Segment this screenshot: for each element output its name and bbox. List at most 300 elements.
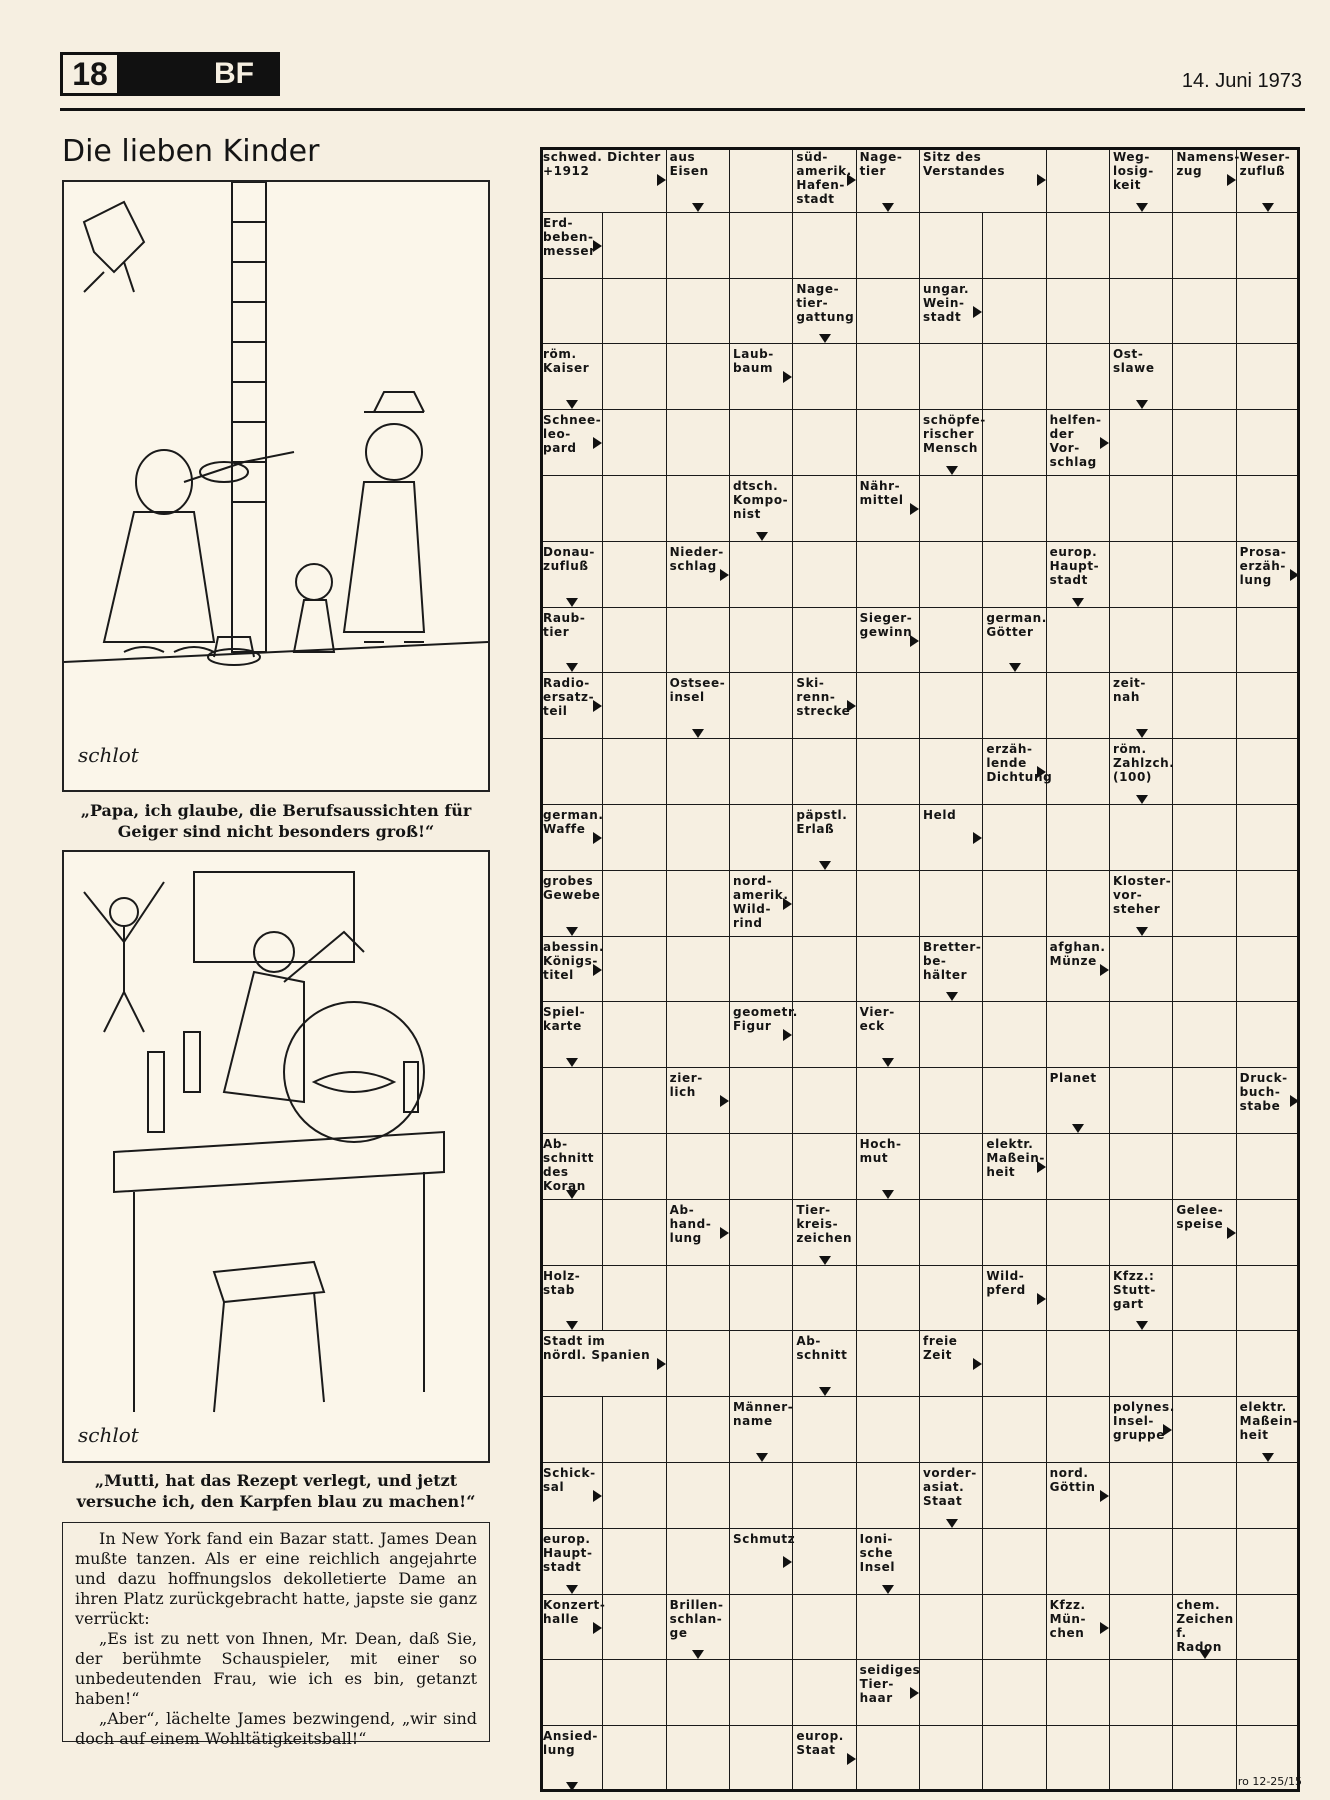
crossword-cell[interactable] [1047, 1200, 1110, 1266]
crossword-cell[interactable] [793, 1660, 856, 1726]
crossword-code: ro 12-25/15 [1237, 1775, 1302, 1788]
cartoon1-caption: „Papa, ich glaube, die Berufsaussichten für Geiger sind nicht besonders groß!“ [80, 801, 472, 841]
clue-arrow-icon [593, 1622, 602, 1634]
crossword-clue: chem. Zeichen f. Radon [1173, 1595, 1236, 1661]
crossword-cell[interactable] [667, 871, 730, 937]
crossword-cell[interactable] [603, 1529, 666, 1595]
crossword-clue: Ab- hand- lung [667, 1200, 730, 1266]
crossword-cell[interactable] [667, 1726, 730, 1792]
crossword-cell[interactable] [857, 542, 920, 608]
crossword-cell[interactable] [793, 344, 856, 410]
crossword-cell[interactable] [1173, 608, 1236, 674]
crossword-cell[interactable] [1047, 1397, 1110, 1463]
crossword-cell[interactable] [667, 279, 730, 345]
crossword-cell[interactable] [730, 1200, 793, 1266]
crossword-cell[interactable] [1047, 608, 1110, 674]
crossword-cell[interactable] [920, 1397, 983, 1463]
crossword-cell[interactable] [857, 1463, 920, 1529]
crossword-cell[interactable] [983, 344, 1046, 410]
clue-arrow-icon [720, 1095, 729, 1107]
crossword-cell[interactable] [730, 1463, 793, 1529]
crossword-clue: nord- amerik. Wild- rind [730, 871, 793, 937]
crossword-cell[interactable] [983, 1660, 1046, 1726]
crossword-cell[interactable] [667, 213, 730, 279]
crossword-clue: Namens- zug [1173, 147, 1236, 213]
crossword-cell[interactable] [1110, 542, 1173, 608]
crossword-cell[interactable] [1047, 1134, 1110, 1200]
crossword-cell[interactable] [603, 673, 666, 739]
crossword-cell[interactable] [1237, 476, 1300, 542]
crossword-cell[interactable] [1173, 410, 1236, 476]
crossword-cell[interactable] [603, 1463, 666, 1529]
anecdote-paragraph: „Aber“, lächelte James bezwingend, „wir sind doch auf einem Wohltätigkeitsball!“ [75, 1709, 477, 1748]
clue-arrow-icon [1037, 1161, 1046, 1173]
crossword-cell[interactable] [1047, 1529, 1110, 1595]
crossword-cell[interactable] [603, 805, 666, 871]
crossword-cell[interactable] [540, 476, 603, 542]
crossword-cell[interactable] [857, 1726, 920, 1792]
crossword-cell[interactable] [1110, 1200, 1173, 1266]
crossword-cell[interactable] [730, 213, 793, 279]
crossword-cell[interactable] [1237, 608, 1300, 674]
crossword-cell[interactable] [667, 1397, 730, 1463]
crossword-clue: Kfzz.: Stutt- gart [1110, 1266, 1173, 1332]
crossword-cell[interactable] [1047, 1002, 1110, 1068]
crossword-clue: Druck- buch- stabe [1237, 1068, 1300, 1134]
crossword-clue: german. Götter [983, 608, 1046, 674]
crossword-cell[interactable] [983, 1726, 1046, 1792]
crossword-cell[interactable] [603, 410, 666, 476]
crossword-cell[interactable] [1173, 739, 1236, 805]
clue-arrow-icon [1136, 203, 1148, 212]
crossword-cell[interactable] [857, 1595, 920, 1661]
crossword-cell[interactable] [1173, 1134, 1236, 1200]
crossword-cell[interactable] [857, 871, 920, 937]
crossword-clue: elektr. Maßein- heit [1237, 1397, 1300, 1463]
crossword-cell[interactable] [603, 739, 666, 805]
clue-arrow-icon [1100, 1622, 1109, 1634]
crossword-cell[interactable] [1173, 213, 1236, 279]
crossword-cell[interactable] [1173, 1660, 1236, 1726]
crossword-cell[interactable] [793, 1463, 856, 1529]
crossword-cell[interactable] [983, 871, 1046, 937]
crossword-cell[interactable] [793, 608, 856, 674]
crossword-cell[interactable] [1237, 344, 1300, 410]
crossword-cell[interactable] [1110, 1660, 1173, 1726]
crossword-cell[interactable] [1110, 608, 1173, 674]
crossword-cell[interactable] [603, 1266, 666, 1332]
crossword-clue: süd- amerik. Hafen- stadt [793, 147, 856, 213]
crossword-cell[interactable] [730, 542, 793, 608]
crossword-cell[interactable] [1237, 1529, 1300, 1595]
crossword-cell[interactable] [1237, 1002, 1300, 1068]
crossword-cell[interactable] [1173, 1266, 1236, 1332]
clue-arrow-icon [882, 203, 894, 212]
crossword-cell[interactable] [793, 1529, 856, 1595]
crossword-cell[interactable] [667, 1266, 730, 1332]
clue-arrow-icon [946, 466, 958, 475]
crossword-cell[interactable] [793, 871, 856, 937]
clue-arrow-icon [756, 1453, 768, 1462]
crossword-clue: Wild- pferd [983, 1266, 1046, 1332]
crossword-cell[interactable] [667, 739, 730, 805]
crossword-cell[interactable] [983, 213, 1046, 279]
crossword-cell[interactable] [1173, 1397, 1236, 1463]
crossword-cell[interactable] [730, 1331, 793, 1397]
crossword-cell[interactable] [1047, 1660, 1110, 1726]
crossword-cell[interactable] [1110, 1134, 1173, 1200]
crossword-cell[interactable] [857, 410, 920, 476]
anecdote-box [62, 1522, 490, 1748]
crossword-cell[interactable] [983, 1463, 1046, 1529]
crossword-clue: röm. Kaiser [540, 344, 603, 410]
crossword-cell[interactable] [1173, 344, 1236, 410]
crossword-cell[interactable] [920, 1595, 983, 1661]
crossword-cell[interactable] [1237, 805, 1300, 871]
crossword-clue: Nage- tier- gattung [793, 279, 856, 345]
crossword-cell[interactable] [1047, 1331, 1110, 1397]
crossword-cell[interactable] [1237, 739, 1300, 805]
crossword-cell[interactable] [793, 1002, 856, 1068]
crossword-cell[interactable] [540, 1660, 603, 1726]
crossword-cell[interactable] [730, 147, 793, 213]
crossword-cell[interactable] [1110, 805, 1173, 871]
crossword-cell[interactable] [603, 871, 666, 937]
crossword-cell[interactable] [920, 542, 983, 608]
crossword-cell[interactable] [920, 1529, 983, 1595]
crossword-cell[interactable] [1110, 1529, 1173, 1595]
crossword-cell[interactable] [603, 279, 666, 345]
crossword-clue: europ. Haupt- stadt [540, 1529, 603, 1595]
clue-arrow-icon [847, 1753, 856, 1765]
crossword-cell[interactable] [983, 673, 1046, 739]
crossword-cell[interactable] [540, 1068, 603, 1134]
crossword-cell[interactable] [1237, 1463, 1300, 1529]
crossword-cell[interactable] [920, 871, 983, 937]
crossword-cell[interactable] [983, 805, 1046, 871]
crossword-cell[interactable] [603, 937, 666, 1003]
crossword-cell[interactable] [1237, 937, 1300, 1003]
crossword-cell[interactable] [920, 1266, 983, 1332]
crossword-cell[interactable] [1173, 279, 1236, 345]
clue-arrow-icon [1136, 729, 1148, 738]
crossword-cell[interactable] [983, 1068, 1046, 1134]
crossword-cell[interactable] [1047, 476, 1110, 542]
clue-arrow-icon [566, 663, 578, 672]
crossword-cell[interactable] [857, 1397, 920, 1463]
crossword-cell[interactable] [920, 1134, 983, 1200]
crossword-cell[interactable] [1173, 1002, 1236, 1068]
crossword-clue: abessin. Königs- titel [540, 937, 603, 1003]
crossword-cell[interactable] [1173, 1068, 1236, 1134]
crossword-cell[interactable] [920, 608, 983, 674]
crossword-cell[interactable] [603, 1660, 666, 1726]
crossword-cell[interactable] [1173, 1331, 1236, 1397]
crossword-cell[interactable] [1173, 1463, 1236, 1529]
crossword-clue: Schick- sal [540, 1463, 603, 1529]
crossword-cell[interactable] [1237, 1331, 1300, 1397]
crossword-cell[interactable] [603, 1397, 666, 1463]
clue-arrow-icon [1009, 663, 1021, 672]
crossword-cell[interactable] [793, 476, 856, 542]
crossword-cell[interactable] [730, 608, 793, 674]
crossword-cell[interactable] [1173, 805, 1236, 871]
crossword-cell[interactable] [1173, 1726, 1236, 1792]
crossword-clue: erzäh- lende Dichtung [983, 739, 1046, 805]
crossword-cell[interactable] [1173, 871, 1236, 937]
crossword-cell[interactable] [920, 213, 983, 279]
crossword-cell[interactable] [667, 1529, 730, 1595]
crossword-cell[interactable] [1047, 344, 1110, 410]
crossword-cell[interactable] [1110, 1068, 1173, 1134]
crossword-clue: Raub- tier [540, 608, 603, 674]
crossword-cell[interactable] [983, 1331, 1046, 1397]
crossword-clue: Ab- schnitt [793, 1331, 856, 1397]
crossword-cell[interactable] [1237, 213, 1300, 279]
clue-arrow-icon [1136, 1321, 1148, 1330]
crossword-clue: röm. Zahlzch. (100) [1110, 739, 1173, 805]
crossword-cell[interactable] [983, 279, 1046, 345]
clue-arrow-icon [593, 964, 602, 976]
crossword-cell[interactable] [983, 476, 1046, 542]
crossword-cell[interactable] [667, 1463, 730, 1529]
crossword-cell[interactable] [1047, 213, 1110, 279]
crossword-cell[interactable] [1237, 673, 1300, 739]
crossword-cell[interactable] [1173, 1529, 1236, 1595]
clue-arrow-icon [1163, 1424, 1172, 1436]
crossword-cell[interactable] [1173, 476, 1236, 542]
crossword-cell[interactable] [857, 1068, 920, 1134]
crossword-cell[interactable] [920, 1068, 983, 1134]
crossword-cell[interactable] [1110, 476, 1173, 542]
crossword-cell[interactable] [793, 1397, 856, 1463]
crossword-cell[interactable] [920, 344, 983, 410]
crossword-cell[interactable] [983, 1595, 1046, 1661]
crossword-cell[interactable] [667, 410, 730, 476]
crossword-cell[interactable] [793, 1068, 856, 1134]
crossword-cell[interactable] [667, 1002, 730, 1068]
crossword-cell[interactable] [1237, 1266, 1300, 1332]
crossword-cell[interactable] [1237, 279, 1300, 345]
crossword-cell[interactable] [603, 608, 666, 674]
crossword-cell[interactable] [1110, 937, 1173, 1003]
cartoon-violinist-drawing [64, 182, 488, 790]
crossword-cell[interactable] [1110, 213, 1173, 279]
crossword-cell[interactable] [1110, 410, 1173, 476]
crossword-cell[interactable] [603, 344, 666, 410]
crossword-cell[interactable] [603, 1002, 666, 1068]
crossword-clue: Brillen- schlan- ge [667, 1595, 730, 1661]
crossword-cell[interactable] [857, 213, 920, 279]
clue-arrow-icon [1262, 203, 1274, 212]
crossword-cell[interactable] [730, 1595, 793, 1661]
crossword-cell[interactable] [793, 739, 856, 805]
clue-arrow-icon [783, 898, 792, 910]
crossword-cell[interactable] [1110, 279, 1173, 345]
crossword-cell[interactable] [793, 1266, 856, 1332]
crossword-cell[interactable] [730, 1068, 793, 1134]
crossword-cell[interactable] [603, 1726, 666, 1792]
crossword-clue: helfen- der Vor- schlag [1047, 410, 1110, 476]
crossword-cell[interactable] [793, 937, 856, 1003]
crossword-cell[interactable] [667, 1134, 730, 1200]
crossword-cell[interactable] [667, 805, 730, 871]
crossword-cell[interactable] [920, 1726, 983, 1792]
clue-arrow-icon [910, 1687, 919, 1699]
crossword-cell[interactable] [1237, 1200, 1300, 1266]
crossword-cell[interactable] [667, 476, 730, 542]
crossword-cell[interactable] [793, 542, 856, 608]
crossword-cell[interactable] [1047, 739, 1110, 805]
crossword-cell[interactable] [857, 673, 920, 739]
crossword-cell[interactable] [1047, 147, 1110, 213]
crossword-cell[interactable] [1110, 1595, 1173, 1661]
crossword-cell[interactable] [730, 1134, 793, 1200]
crossword-cell[interactable] [1047, 805, 1110, 871]
crossword-cell[interactable] [1237, 1595, 1300, 1661]
clue-arrow-icon [593, 437, 602, 449]
crossword-cell[interactable] [1173, 937, 1236, 1003]
clue-arrow-icon [819, 334, 831, 343]
crossword-cell[interactable] [793, 410, 856, 476]
clue-arrow-icon [1262, 1453, 1274, 1462]
crossword-cell[interactable] [983, 542, 1046, 608]
crossword-cell[interactable] [920, 1660, 983, 1726]
crossword-cell[interactable] [793, 1595, 856, 1661]
crossword-cell[interactable] [857, 739, 920, 805]
crossword-cell[interactable] [730, 937, 793, 1003]
clue-arrow-icon [657, 174, 666, 186]
crossword-cell[interactable] [603, 1068, 666, 1134]
crossword-cell[interactable] [857, 937, 920, 1003]
clue-arrow-icon [847, 174, 856, 186]
crossword-clue: Stadt im nördl. Spanien [540, 1331, 667, 1397]
crossword-cell[interactable] [857, 805, 920, 871]
crossword-cell[interactable] [540, 1200, 603, 1266]
crossword-cell[interactable] [983, 1002, 1046, 1068]
clue-arrow-icon [593, 240, 602, 252]
crossword-clue: schwed. Dichter +1912 [540, 147, 667, 213]
crossword-cell[interactable] [857, 279, 920, 345]
crossword-cell[interactable] [667, 937, 730, 1003]
crossword-cell[interactable] [1237, 1134, 1300, 1200]
crossword-cell[interactable] [667, 1660, 730, 1726]
crossword-cell[interactable] [1047, 1726, 1110, 1792]
crossword-cell[interactable] [983, 410, 1046, 476]
crossword-cell[interactable] [730, 739, 793, 805]
crossword-cell[interactable] [1047, 279, 1110, 345]
crossword-cell[interactable] [730, 1266, 793, 1332]
crossword-cell[interactable] [603, 213, 666, 279]
crossword-cell[interactable] [540, 279, 603, 345]
clue-arrow-icon [1290, 569, 1299, 581]
crossword-cell[interactable] [603, 542, 666, 608]
crossword-cell[interactable] [730, 673, 793, 739]
crossword-cell[interactable] [983, 1397, 1046, 1463]
clue-arrow-icon [1136, 795, 1148, 804]
crossword-cell[interactable] [920, 1200, 983, 1266]
crossword-cell[interactable] [1110, 1331, 1173, 1397]
clue-arrow-icon [783, 1556, 792, 1568]
crossword-cell[interactable] [667, 608, 730, 674]
crossword-cell[interactable] [730, 279, 793, 345]
crossword-cell[interactable] [667, 1331, 730, 1397]
crossword-cell[interactable] [920, 1002, 983, 1068]
clue-arrow-icon [973, 1358, 982, 1370]
clue-arrow-icon [566, 1058, 578, 1067]
crossword-clue: Konzert- halle [540, 1595, 603, 1661]
crossword-cell[interactable] [857, 1266, 920, 1332]
crossword-cell[interactable] [983, 1529, 1046, 1595]
crossword-cell[interactable] [1047, 871, 1110, 937]
crossword-cell[interactable] [540, 1397, 603, 1463]
crossword-cell[interactable] [1237, 871, 1300, 937]
crossword-clue: aus Eisen [667, 147, 730, 213]
crossword-cell[interactable] [1237, 1660, 1300, 1726]
clue-arrow-icon [910, 503, 919, 515]
crossword-cell[interactable] [730, 410, 793, 476]
clue-arrow-icon [1136, 400, 1148, 409]
crossword-cell[interactable] [1237, 410, 1300, 476]
crossword-cell[interactable] [1173, 542, 1236, 608]
crossword-cell[interactable] [1047, 1266, 1110, 1332]
cartoon-violinist [62, 180, 490, 792]
crossword-clue: zier- lich [667, 1068, 730, 1134]
crossword-cell[interactable] [603, 1595, 666, 1661]
crossword-cell[interactable] [730, 1660, 793, 1726]
crossword-cell[interactable] [857, 1331, 920, 1397]
clue-arrow-icon [783, 371, 792, 383]
crossword-cell[interactable] [793, 213, 856, 279]
crossword-clue: Männer- name [730, 1397, 793, 1463]
crossword-cell[interactable] [730, 805, 793, 871]
crossword-cell[interactable] [1110, 1463, 1173, 1529]
crossword-cell[interactable] [730, 1726, 793, 1792]
crossword-cell[interactable] [667, 344, 730, 410]
crossword-clue: Prosa- erzäh- lung [1237, 542, 1300, 608]
crossword-cell[interactable] [793, 1134, 856, 1200]
crossword-cell[interactable] [603, 476, 666, 542]
clue-arrow-icon [882, 1190, 894, 1199]
crossword-clue: polynes. Insel- gruppe [1110, 1397, 1173, 1463]
crossword-cell[interactable] [540, 739, 603, 805]
clue-arrow-icon [566, 598, 578, 607]
clue-arrow-icon [819, 1256, 831, 1265]
crossword-clue: nord. Göttin [1047, 1463, 1110, 1529]
crossword-cell[interactable] [1110, 1726, 1173, 1792]
crossword-cell[interactable] [603, 1134, 666, 1200]
crossword-clue: Holz- stab [540, 1266, 603, 1332]
crossword-cell[interactable] [1110, 1002, 1173, 1068]
header-rule [60, 108, 1305, 111]
anecdote-paragraph: In New York fand ein Bazar statt. James Dean mußte tanzen. Als er eine reichlich angejahrte und dazu hoffnungslos dekolletierte Dame an ihren Platz zurückgebracht hatte, japste sie ganz verrückt: [75, 1529, 477, 1628]
crossword-cell[interactable] [983, 937, 1046, 1003]
crossword-cell[interactable] [857, 1200, 920, 1266]
clue-arrow-icon [973, 832, 982, 844]
crossword-cell[interactable] [920, 673, 983, 739]
crossword-cell[interactable] [983, 1200, 1046, 1266]
crossword-cell[interactable] [603, 1200, 666, 1266]
crossword-clue: ungar. Wein- stadt [920, 279, 983, 345]
clue-arrow-icon [692, 1650, 704, 1659]
crossword-cell[interactable] [920, 739, 983, 805]
clue-arrow-icon [593, 1490, 602, 1502]
crossword-cell[interactable] [1173, 673, 1236, 739]
crossword-cell[interactable] [1047, 673, 1110, 739]
crossword-cell[interactable] [857, 344, 920, 410]
crossword-clue: schöpfe- rischer Mensch [920, 410, 983, 476]
crossword-cell[interactable] [920, 476, 983, 542]
